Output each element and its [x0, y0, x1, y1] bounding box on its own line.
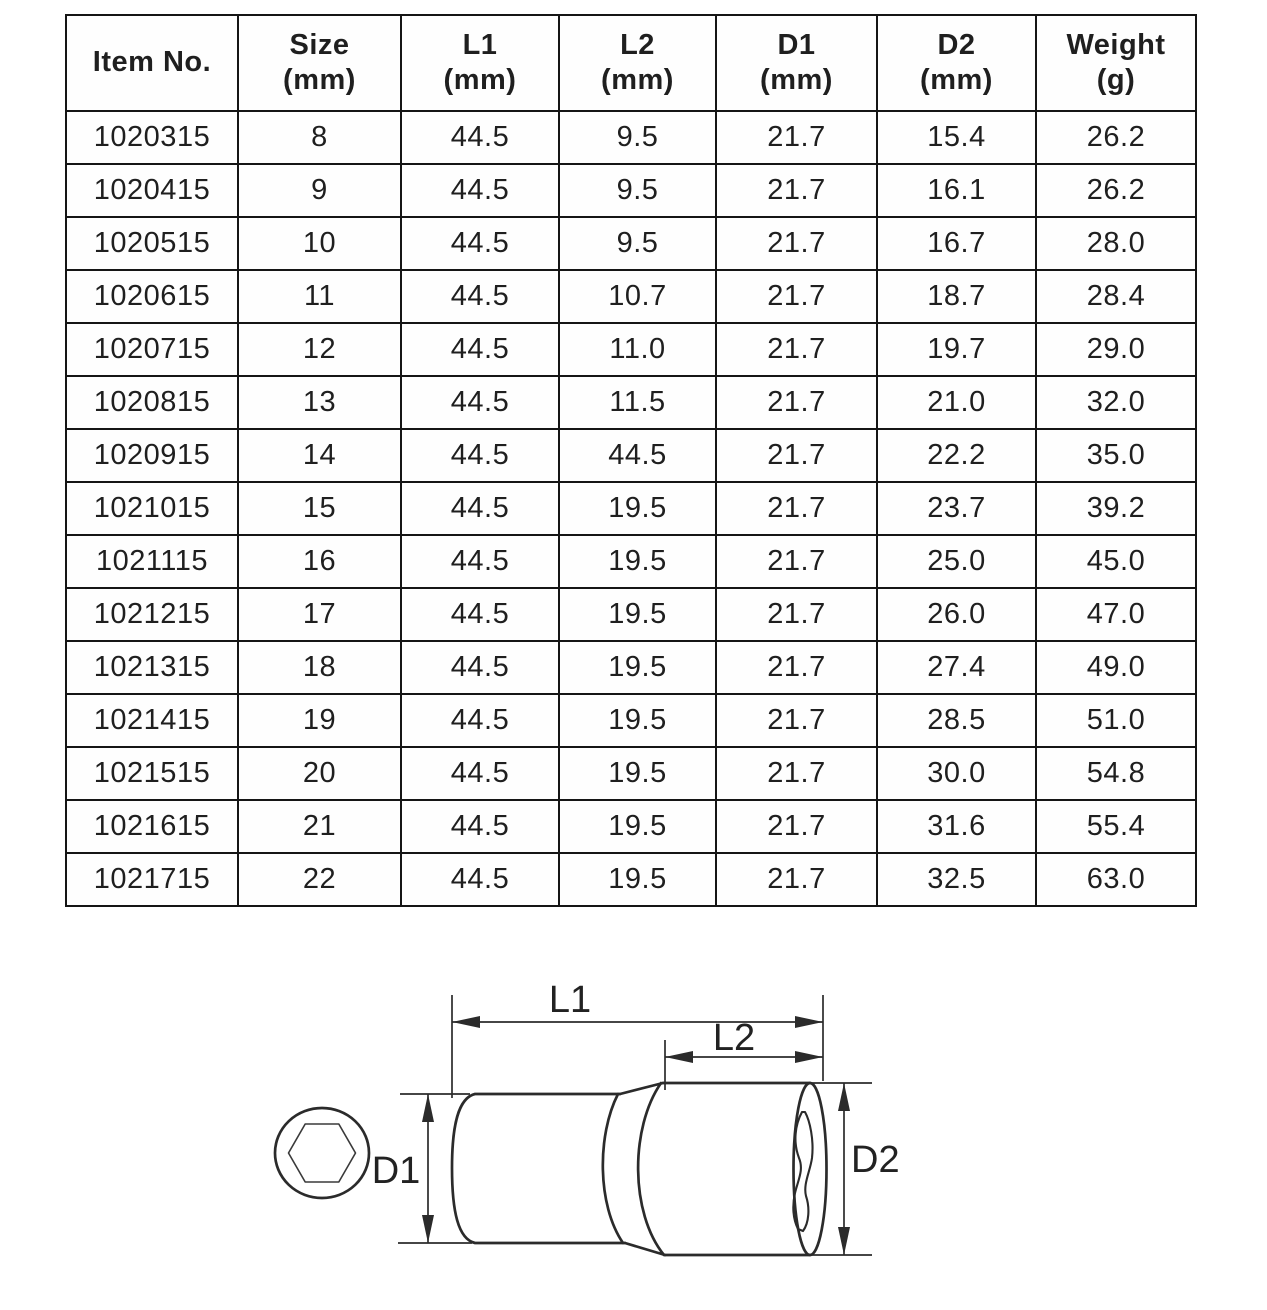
table-cell: 54.8	[1036, 747, 1196, 800]
table-cell: 45.0	[1036, 535, 1196, 588]
table-cell: 49.0	[1036, 641, 1196, 694]
table-cell: 21.7	[716, 376, 877, 429]
table-cell: 44.5	[401, 164, 559, 217]
column-label: L2	[620, 28, 655, 61]
column-label: D1	[777, 28, 816, 61]
table-cell: 15	[238, 482, 401, 535]
table-row	[66, 323, 1196, 376]
table-cell: 44.5	[401, 747, 559, 800]
table-cell: 19.5	[559, 535, 716, 588]
table-cell: 35.0	[1036, 429, 1196, 482]
table-cell: 9.5	[559, 164, 716, 217]
socket-side-view	[452, 1083, 827, 1255]
table-row	[66, 641, 1196, 694]
socket-body-outline	[452, 1094, 625, 1243]
column-header-l1	[401, 15, 559, 111]
table-cell: 10.7	[559, 270, 716, 323]
table-cell: 12	[238, 323, 401, 376]
table-cell: 17	[238, 588, 401, 641]
l1-dimension	[452, 979, 823, 1098]
table-cell: 22.2	[877, 429, 1036, 482]
table-cell: 9	[238, 164, 401, 217]
column-header-weight	[1036, 15, 1196, 111]
table-cell: 21	[238, 800, 401, 853]
column-label: Size	[289, 28, 350, 61]
table-cell: 19.5	[559, 482, 716, 535]
table-cell: 26.2	[1036, 164, 1196, 217]
table-cell: 11.5	[559, 376, 716, 429]
d1-label: D1	[371, 1150, 421, 1192]
table-cell: 1020315	[66, 111, 238, 164]
socket-end-view	[275, 1108, 369, 1198]
table-cell: 44.5	[401, 694, 559, 747]
table-cell: 21.7	[716, 588, 877, 641]
table-cell: 55.4	[1036, 800, 1196, 853]
table-cell: 1021015	[66, 482, 238, 535]
table-cell: 14	[238, 429, 401, 482]
table-cell: 44.5	[401, 217, 559, 270]
header-row	[66, 15, 1196, 111]
table-cell: 9.5	[559, 111, 716, 164]
socket-taper-arc-2	[638, 1083, 664, 1255]
table-cell: 21.0	[877, 376, 1036, 429]
table-cell: 1021415	[66, 694, 238, 747]
column-unit: (mm)	[443, 64, 517, 96]
table-cell: 21.7	[716, 535, 877, 588]
l2-arrow-left	[665, 1051, 693, 1063]
table-cell: 11.0	[559, 323, 716, 376]
table-cell: 19	[238, 694, 401, 747]
table-row	[66, 111, 1196, 164]
l2-label: L2	[712, 1017, 756, 1059]
table-cell: 44.5	[401, 853, 559, 906]
table-row	[66, 376, 1196, 429]
l2-dimension	[665, 1017, 823, 1090]
table-row	[66, 217, 1196, 270]
table-cell: 44.5	[401, 800, 559, 853]
hex-hole	[289, 1124, 356, 1182]
table-cell: 29.0	[1036, 323, 1196, 376]
table-cell: 19.7	[877, 323, 1036, 376]
table-cell: 63.0	[1036, 853, 1196, 906]
table-cell: 28.5	[877, 694, 1036, 747]
table-cell: 10	[238, 217, 401, 270]
column-unit: (mm)	[601, 64, 674, 96]
table-cell: 19.5	[559, 853, 716, 906]
table-row	[66, 747, 1196, 800]
table-row	[66, 588, 1196, 641]
column-header-d1	[716, 15, 877, 111]
d1-arrow-bottom	[422, 1215, 434, 1243]
table-cell: 19.5	[559, 694, 716, 747]
table-cell: 39.2	[1036, 482, 1196, 535]
table-row	[66, 429, 1196, 482]
table-cell: 19.5	[559, 747, 716, 800]
table-cell: 28.4	[1036, 270, 1196, 323]
table-row	[66, 482, 1196, 535]
table-cell: 13	[238, 376, 401, 429]
spec-table	[65, 14, 1197, 907]
table-cell: 21.7	[716, 853, 877, 906]
column-label: Item No.	[92, 46, 212, 79]
table-cell: 44.5	[401, 429, 559, 482]
table-cell: 1020915	[66, 429, 238, 482]
table-cell: 44.5	[401, 270, 559, 323]
table-cell: 22	[238, 853, 401, 906]
table-cell: 1020415	[66, 164, 238, 217]
table-cell: 28.0	[1036, 217, 1196, 270]
table-cell: 26.2	[1036, 111, 1196, 164]
table-cell: 1020515	[66, 217, 238, 270]
column-header-size	[238, 15, 401, 111]
table-cell: 44.5	[401, 111, 559, 164]
table-cell: 21.7	[716, 747, 877, 800]
table-cell: 1021215	[66, 588, 238, 641]
column-header-l2	[559, 15, 716, 111]
table-cell: 47.0	[1036, 588, 1196, 641]
table-cell: 16	[238, 535, 401, 588]
table-cell: 9.5	[559, 217, 716, 270]
l1-arrow-left	[452, 1016, 480, 1028]
table-cell: 44.5	[401, 323, 559, 376]
table-cell: 21.7	[716, 111, 877, 164]
table-cell: 51.0	[1036, 694, 1196, 747]
table-row	[66, 694, 1196, 747]
table-cell: 27.4	[877, 641, 1036, 694]
column-unit: (g)	[1096, 64, 1136, 96]
table-cell: 19.5	[559, 641, 716, 694]
table-cell: 31.6	[877, 800, 1036, 853]
table-cell: 23.7	[877, 482, 1036, 535]
d2-dimension	[812, 1083, 900, 1255]
table-cell: 44.5	[401, 641, 559, 694]
table-cell: 16.1	[877, 164, 1036, 217]
l1-label: L1	[548, 979, 592, 1021]
column-header-item-no	[66, 15, 238, 111]
table-cell: 21.7	[716, 800, 877, 853]
table-row	[66, 800, 1196, 853]
table-cell: 1020715	[66, 323, 238, 376]
table-cell: 44.5	[401, 588, 559, 641]
table-cell: 44.5	[401, 482, 559, 535]
table-cell: 18	[238, 641, 401, 694]
table-cell: 1021115	[66, 535, 238, 588]
column-unit: (mm)	[760, 64, 833, 96]
l2-arrow-right	[795, 1051, 823, 1063]
socket-dimension-diagram	[0, 955, 1267, 1310]
table-cell: 19.5	[559, 800, 716, 853]
table-cell: 26.0	[877, 588, 1036, 641]
column-label: Weight	[1066, 28, 1166, 61]
table-cell: 25.0	[877, 535, 1036, 588]
table-row	[66, 535, 1196, 588]
table-row	[66, 164, 1196, 217]
table-cell: 1021315	[66, 641, 238, 694]
table-cell: 21.7	[716, 694, 877, 747]
table-cell: 21.7	[716, 164, 877, 217]
table-cell: 44.5	[559, 429, 716, 482]
table-cell: 21.7	[716, 482, 877, 535]
table-cell: 1021715	[66, 853, 238, 906]
socket-taper-arc-1	[603, 1094, 623, 1243]
d2-arrow-top	[838, 1083, 850, 1111]
table-cell: 30.0	[877, 747, 1036, 800]
table-row	[66, 853, 1196, 906]
table-cell: 1020815	[66, 376, 238, 429]
l1-arrow-right	[795, 1016, 823, 1028]
table-cell: 21.7	[716, 217, 877, 270]
table-cell: 20	[238, 747, 401, 800]
table-cell: 44.5	[401, 376, 559, 429]
table-cell: 11	[238, 270, 401, 323]
d2-arrow-bottom	[838, 1227, 850, 1255]
column-unit: (mm)	[920, 64, 993, 96]
table-cell: 32.5	[877, 853, 1036, 906]
table-cell: 1021615	[66, 800, 238, 853]
column-label: L1	[462, 28, 498, 61]
table-cell: 15.4	[877, 111, 1036, 164]
column-label: D2	[937, 28, 976, 61]
table-row	[66, 270, 1196, 323]
table-cell: 21.7	[716, 429, 877, 482]
column-header-d2	[877, 15, 1036, 111]
table-cell: 21.7	[716, 323, 877, 376]
column-unit: (mm)	[283, 64, 356, 96]
table-cell: 21.7	[716, 270, 877, 323]
table-cell: 19.5	[559, 588, 716, 641]
d2-label: D2	[851, 1139, 900, 1181]
table-cell: 16.7	[877, 217, 1036, 270]
table-cell: 44.5	[401, 535, 559, 588]
table-cell: 1021515	[66, 747, 238, 800]
d1-arrow-top	[422, 1094, 434, 1122]
table-cell: 21.7	[716, 641, 877, 694]
table-cell: 8	[238, 111, 401, 164]
table-cell: 1020615	[66, 270, 238, 323]
table-cell: 32.0	[1036, 376, 1196, 429]
table-cell: 18.7	[877, 270, 1036, 323]
